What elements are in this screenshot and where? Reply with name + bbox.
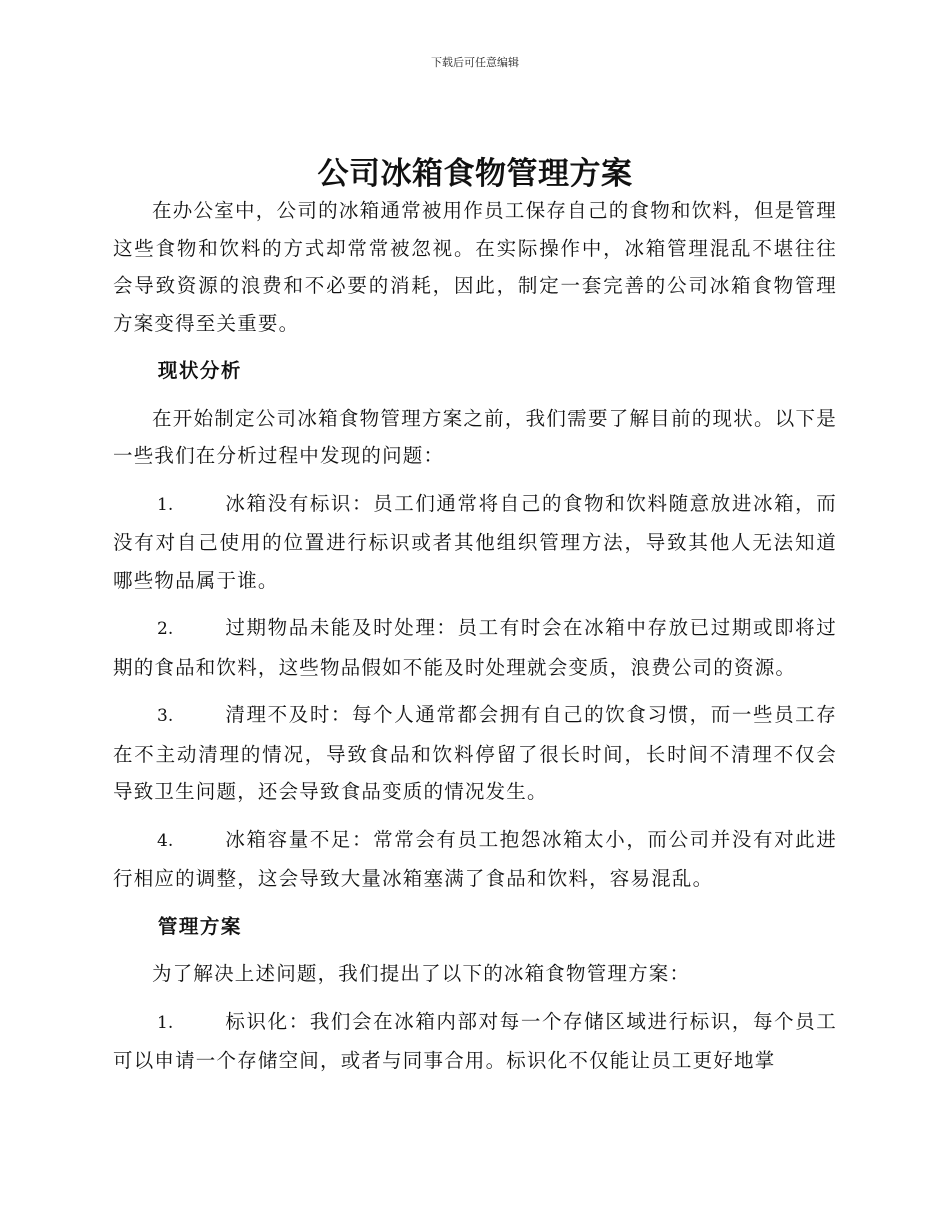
document-body [113, 192, 837, 1080]
section-heading-plan: 管理方案 [157, 914, 242, 938]
document-title: 公司冰箱食物管理方案 [317, 156, 633, 192]
list-item-number: 1. [157, 494, 174, 515]
list-item-text: 标识化：我们会在冰箱内部对每一个存储区域进行标识，每个员工可以申请一个存储空间，或者与同事合用。标识化不仅能让员工更好地掌 [113, 1009, 837, 1072]
list-item [113, 696, 837, 811]
list-item-number: 3. [157, 706, 174, 726]
section1-lead: 在开始制定公司冰箱食物管理方案之前，我们需要了解目前的现状。以下是一些我们在分析过程中发现的问题： [113, 406, 837, 467]
list-item [113, 1003, 837, 1080]
list-item [113, 609, 837, 686]
intro-paragraph: 在办公室中，公司的冰箱通常被用作员工保存自己的食物和饮料，但是管理这些食物和饮料的方式却常常被忽视。在实际操作中，冰箱管理混乱不堪往往会导致资源的浪费和不必要的消耗，因此，制定一套完善的公司冰箱食物管理方案变得至关重要。 [113, 199, 837, 335]
list-item-text: 冰箱没有标识：员工们通常将自己的食物和饮料随意放进冰箱，而没有对自己使用的位置进行标识或者其他组织管理方法，导致其他人无法知道哪些物品属于谁。 [113, 491, 837, 592]
section-heading-status: 现状分析 [157, 359, 242, 382]
list-item-text: 清理不及时：每个人通常都会拥有自己的饮食习惯，而一些员工存在不主动清理的情况，导致食品和饮料停留了很长时间，长时间不清理不仅会导致卫生问题，还会导致食品变质的情况发生。 [113, 703, 837, 803]
list-item [113, 821, 837, 898]
list-item-number: 2. [157, 619, 174, 639]
list-item-text: 冰箱容量不足：常常会有员工抱怨冰箱太小，而公司并没有对此进行相应的调整，这会导致大量冰箱塞满了食品和饮料，容易混乱。 [113, 827, 837, 890]
list-item [113, 485, 837, 600]
list-item-text: 过期物品未能及时处理：员工有时会在冰箱中存放已过期或即将过期的食品和饮料，这些物品假如不能及时处理就会变质，浪费公司的资源。 [113, 616, 837, 679]
list-item-number: 4. [157, 830, 174, 851]
header-note: 下载后可任意编辑 [431, 56, 519, 69]
list-item-number: 1. [157, 1012, 174, 1033]
section2-lead: 为了解决上述问题，我们提出了以下的冰箱食物管理方案： [152, 962, 691, 985]
